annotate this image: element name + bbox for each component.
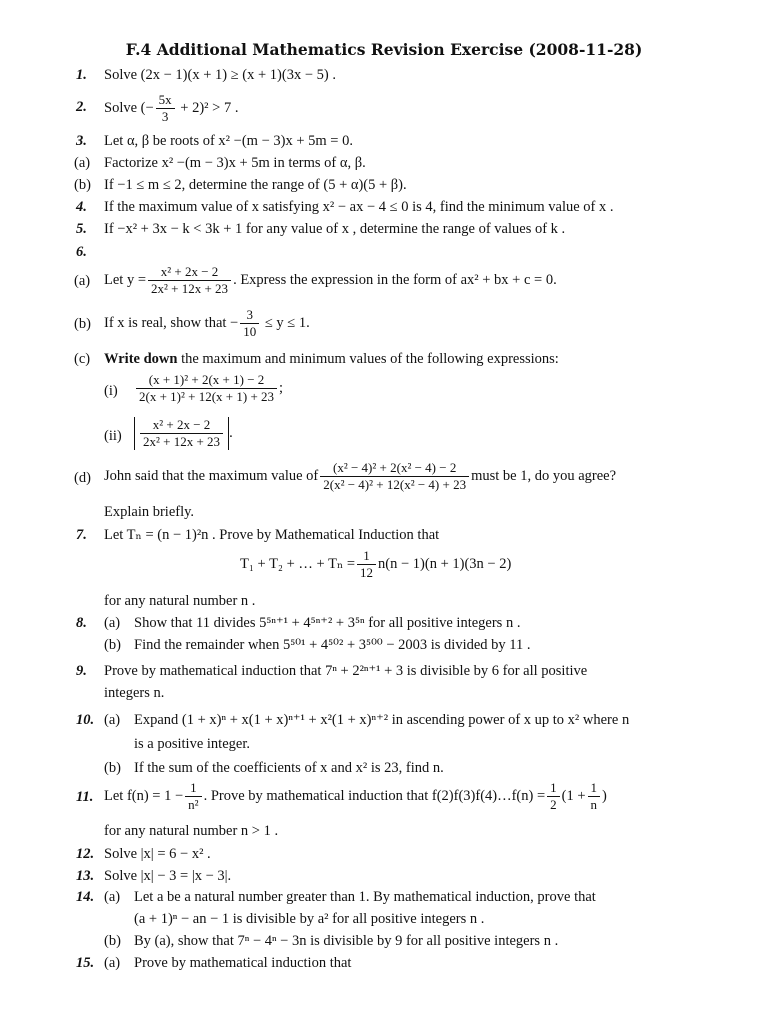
question-text: Let α, β be roots of x² −(m − 3)x + 5m = 0. bbox=[104, 133, 353, 149]
question-number: 4. bbox=[76, 199, 87, 215]
page-title: F.4 Additional Mathematics Revision Exercise (2008-11-28) bbox=[125, 40, 643, 59]
part-label: (c) bbox=[74, 351, 91, 367]
fraction: $\frac{\text{x² + 2x − 2}}{\text{2x² + 12x + 23}}$ bbox=[148, 264, 231, 297]
question-text: Solve (2x − 1)(x + 1) ≥ (x + 1)(3x − 5) . bbox=[104, 67, 336, 83]
question-number: 6. bbox=[76, 244, 87, 260]
part-label: (b) bbox=[104, 637, 121, 653]
question-text: If −x² + 3x − k < 3k + 1 for any value of x , determine the range of values of k . bbox=[104, 221, 566, 237]
question-text: Let Tₙ = (n − 1)²n . Prove by Mathematical Induction that bbox=[104, 527, 440, 543]
question-text: If the maximum value of x satisfying x² − ax − 4 ≤ 0 is 4, find the minimum value of x . bbox=[104, 199, 614, 215]
expression: $\frac{\text{x² + 2x − 2}}{\text{2x² + 12x + 23}}$ . bbox=[134, 417, 233, 450]
question-text: Factorize x² −(m − 3)x + 5m in terms of α, β. bbox=[104, 155, 366, 171]
question-number: 11. bbox=[76, 789, 94, 805]
question-number: 10. bbox=[76, 712, 95, 728]
question-text: Find the remainder when 5⁵⁰¹ + 4⁵⁰² + 3⁵⁰⁰ − 2003 is divided by 11 . bbox=[134, 637, 531, 653]
part-label: (b) bbox=[104, 933, 121, 949]
fraction: $\frac{\text{(x² − 4)² + 2(x² − 4) − 2}}{\text{2(x² − 4)² + 12(x² − 4) + 23}}$ bbox=[320, 460, 469, 493]
part-label: (a) bbox=[74, 155, 91, 171]
part-label: (a) bbox=[74, 273, 91, 289]
question-number: 9. bbox=[76, 663, 87, 679]
question-number: 7. bbox=[76, 527, 87, 543]
question-text: Show that 11 divides 5⁵ⁿ⁺¹ + 4⁵ⁿ⁺² + 3⁵ⁿ for all positive integers n . bbox=[134, 615, 521, 631]
question-6b bbox=[0, 307, 768, 341]
fraction: $\frac{1}{12}$ bbox=[357, 548, 376, 581]
fraction: $\frac{1}{n}$ bbox=[588, 780, 601, 813]
question-number: 2. bbox=[76, 99, 87, 115]
question-number: 13. bbox=[76, 868, 95, 884]
question-number: 5. bbox=[76, 221, 87, 237]
part-label: (b) bbox=[104, 760, 121, 776]
absolute-value bbox=[134, 417, 229, 450]
question-6a bbox=[0, 264, 768, 298]
question-number: 14. bbox=[76, 889, 95, 905]
part-label: (a) bbox=[104, 889, 121, 905]
question-text: Let f(n) = 1 − $\frac{1}{\text{n²}}$ . Prove by mathematical induction that f(2)f(3)f(4)…f(n) = $\frac{1}{2}$ (1 + $\frac{1}{n}$ ) bbox=[104, 780, 607, 812]
question-text: By (a), show that 7ⁿ − 4ⁿ − 3n is divisible by 9 for all positive integers n . bbox=[134, 933, 559, 949]
fraction: $\frac{1}{\text{n²}}$ bbox=[185, 780, 201, 813]
fraction: $\frac{\text{x² + 2x − 2}}{\text{2x² + 12x + 23}}$ bbox=[140, 417, 223, 450]
fraction: $\frac{\text{(x + 1)² + 2(x + 1) − 2}}{\text{2(x + 1)² + 12(x + 1) + 23}}$ bbox=[136, 372, 277, 405]
question-11 bbox=[0, 780, 768, 816]
question-text: John said that the maximum value of $\frac{\text{(x² − 4)² + 2(x² − 4) − 2}}{\text{2(x² − 4)² + 12(x² − 4) + 23}}$ must be 1, do you agree? bbox=[104, 460, 617, 492]
part-label: (i) bbox=[104, 383, 118, 399]
worksheet-page: F.4 Additional Mathematics Revision Exercise (2008-11-28) 1. Solve (2x − 1)(x + 1) ≥ (x + 1)(3x − 5) . 2. Solve (− $\frac{5x}{3}$ + 2)² > 7 . 3. Let α, β be roots of x² −(m − 3)x + 5m = 0. (a) Factorize x² −(m − 3)x + 5m in terms of α, β. (b) If −1 ≤ m ≤ 2, determine the range of (5 + α)(5 + β). 4. If the maximum value of x satisfying x² − ax − 4 ≤ 0 is 4, find the minimum value of x . 5. If −x² + 3x − k < 3k + 1 for any value of x , determine the range of values of k . 6. (a) Let y = $\frac{\text{x² + 2x − 2}}{\text{2x² + 12x + 23}}$ . Express the expression in the form of ax² + bx + c = 0. (b) If x is real, show that − $\frac{3}{10}$ ≤ y ≤ 1. (c) Write down the maximum and minimum values of the following expressions: (i) $\frac{\text{(x + 1)² + 2(x + 1) − 2}}{\text{2(x + 1)² + 12(x + 1) + 23}}$ ; (ii) $\frac{\text{x² + 2x − 2}}{\text{2x² + 12x + 23}}$ . (d) John said that the maximum value of $\frac{\text{(x² − 4)² + 2(x² − 4) − 2}}{\text{2(x² − 4)² + 12(x² − 4) + 23}}$ must be 1, do you agree? Explain briefly. 7. Let Tₙ = (n − 1)²n . Prove by Mathematical Induction that T₁ + T₂ + … + Tₙ = $\frac{1}{12}$ n(n − 1)(n + 1)(3n − 2) for any natural number n . 8. (a) Show that 11 divides 5⁵ⁿ⁺¹ + 4⁵ⁿ⁺² + 3⁵ⁿ for all positive integers n . (b) Find the remainder when 5⁵⁰¹ + 4⁵⁰² + 3⁵⁰⁰ − 2003 is divided by 11 . 9. Prove by mathematical induction that 7ⁿ + 2²ⁿ⁺¹ + 3 is divisible by 6 for all positive integers n. 10. (a) Expand (1 + x)ⁿ + x(1 + x)ⁿ⁺¹ + x²(1 + x)ⁿ⁺² in ascending power of x up to x² where n is a positive integer. (b) If the sum of the coefficients of x and x² is 23, find n. 11. Let f(n) = 1 − $\frac{1}{\text{n²}}$ . Prove by mathematical induction that f(2)f(3)f(4)…f(n) = $\frac{1}{2}$ (1 + $\frac{1}{n}$ ) for any natural number n > 1 . 12. Solve |x| = 6 − x² . 13. Solve |x| − 3 = |x − 3|. 14. (a) Let a be a natural number greater than 1. By mathematical induction, prove that (a + 1)ⁿ − an − 1 is divisible by a² for all positive integers n . (b) By (a), show that 7ⁿ − 4ⁿ − 3n is divisible by 9 for all positive integers n . 15. (a) Prove by mathematical induction that bbox=[0, 0, 768, 1024]
question-number: 3. bbox=[76, 133, 87, 149]
part-label: (a) bbox=[104, 712, 121, 728]
part-label: (b) bbox=[74, 177, 91, 193]
question-text: Solve |x| = 6 − x² . bbox=[104, 846, 211, 862]
expression: $\frac{\text{(x + 1)² + 2(x + 1) − 2}}{\text{2(x + 1)² + 12(x + 1) + 23}}$ ; bbox=[134, 372, 283, 405]
question-text: If x is real, show that − $\frac{3}{10}$ ≤ y ≤ 1. bbox=[104, 307, 310, 339]
question-text: Prove by mathematical induction that bbox=[134, 955, 352, 971]
question-number: 8. bbox=[76, 615, 87, 631]
question-text: Prove by mathematical induction that 7ⁿ + 2²ⁿ⁺¹ + 3 is divisible by 6 for all positive bbox=[104, 663, 588, 679]
part-label: (a) bbox=[104, 615, 121, 631]
question-text: Let a be a natural number greater than 1. By mathematical induction, prove that bbox=[134, 889, 596, 905]
question-number: 1. bbox=[76, 67, 87, 83]
question-text: If −1 ≤ m ≤ 2, determine the range of (5 + α)(5 + β). bbox=[104, 177, 407, 193]
question-text: If the sum of the coefficients of x and x² is 23, find n. bbox=[134, 760, 444, 776]
question-6d bbox=[0, 460, 768, 496]
question-text: Solve (− $\frac{5x}{3}$ + 2)² > 7 . bbox=[104, 92, 239, 124]
question-text: Solve |x| − 3 = |x − 3|. bbox=[104, 868, 232, 884]
question-number: 15. bbox=[76, 955, 95, 971]
fraction: $\frac{1}{2}$ bbox=[547, 780, 560, 813]
part-label: (a) bbox=[104, 955, 121, 971]
question-number: 12. bbox=[76, 846, 95, 862]
part-label: (b) bbox=[74, 316, 91, 332]
question-text: Let y = $\frac{\text{x² + 2x − 2}}{\text{2x² + 12x + 23}}$ . Express the expression in the form of ax² + bx + c = 0. bbox=[104, 264, 557, 296]
question-text: Expand (1 + x)ⁿ + x(1 + x)ⁿ⁺¹ + x²(1 + x)ⁿ⁺² in ascending power of x up to x² where n bbox=[134, 712, 630, 728]
part-label: (ii) bbox=[104, 428, 122, 444]
fraction: $\frac{5x}{3}$ bbox=[156, 92, 175, 125]
question-6c-i bbox=[0, 372, 768, 408]
part-label: (d) bbox=[74, 470, 91, 486]
question-2 bbox=[0, 92, 768, 124]
question-7-equation: T₁ + T₂ + … + Tₙ = $\frac{1}{12}$ n(n − 1)(n + 1)(3n − 2) bbox=[240, 548, 512, 580]
fraction: $\frac{3}{10}$ bbox=[240, 307, 259, 340]
question-text: Write down the maximum and minimum values of the following expressions: bbox=[104, 351, 559, 367]
question-6c-ii bbox=[0, 417, 768, 453]
